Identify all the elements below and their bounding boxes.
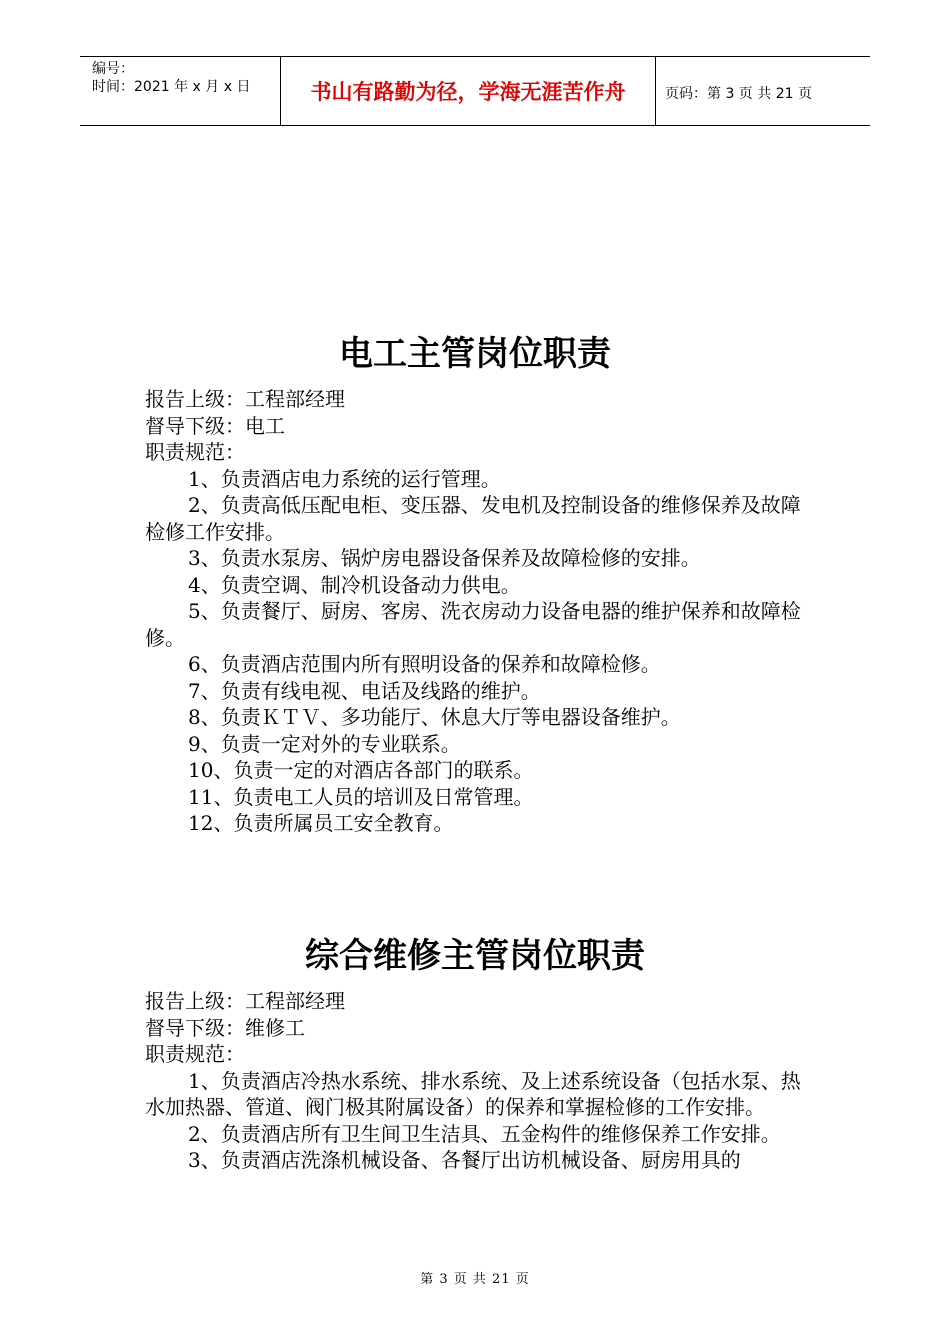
header-page-info: 页码：第 3 页 共 21 页	[665, 86, 812, 102]
section-body-maintenance	[145, 988, 807, 1174]
duty-item: 1、负责酒店冷热水系统、排水系统、及上述系统设备（包括水泵、热水加热器、管道、阀门极其附属设备）的保养和掌握检修的工作安排。	[145, 1068, 801, 1119]
page-footer: 第 3 页 共 21 页	[420, 1272, 530, 1287]
duty-item: 11、负责电工人员的培训及日常管理。	[188, 784, 534, 809]
time-label: 时间：2021 年 x 月 x 日	[92, 79, 251, 95]
header-right-cell	[655, 57, 870, 125]
spec-label: 职责规范：	[145, 1042, 245, 1066]
document-header	[80, 56, 870, 126]
motto-text: 书山有路勤为径，学海无涯苦作舟	[310, 80, 626, 104]
supervise-line: 督导下级：维修工	[145, 1015, 305, 1040]
header-left-cell	[80, 57, 280, 125]
duty-item: 1、负责酒店电力系统的运行管理。	[188, 466, 501, 491]
section-body-electrician	[145, 386, 807, 837]
duty-item: 5、负责餐厅、厨房、客房、洗衣房动力设备电器的维护保养和故障检修。	[145, 599, 801, 650]
duty-item: 4、负责空调、制冷机设备动力供电。	[188, 572, 521, 597]
header-motto-cell	[280, 57, 656, 125]
report-to-line: 报告上级：工程部经理	[145, 387, 345, 411]
duty-item: 8、负责ＫＴＶ、多功能厅、休息大厅等电器设备维护。	[188, 705, 681, 729]
report-to-line: 报告上级：工程部经理	[145, 989, 345, 1013]
duty-item: 12、负责所属员工安全教育。	[188, 811, 454, 835]
number-label: 编号：	[92, 61, 134, 77]
supervise-line: 督导下级：电工	[145, 413, 285, 438]
duty-item: 10、负责一定的对酒店各部门的联系。	[188, 758, 534, 782]
duty-item: 2、负责高低压配电柜、变压器、发电机及控制设备的维修保养及故障检修工作安排。	[145, 493, 801, 544]
spec-label: 职责规范：	[145, 440, 245, 464]
duty-item: 3、负责酒店洗涤机械设备、各餐厅出访机械设备、厨房用具的	[188, 1148, 741, 1172]
duty-item: 6、负责酒店范围内所有照明设备的保养和故障检修。	[188, 652, 661, 676]
duty-item: 3、负责水泵房、锅炉房电器设备保养及故障检修的安排。	[188, 546, 701, 570]
section-title-electrician: 电工主管岗位职责	[339, 334, 611, 374]
section-title-maintenance: 综合维修主管岗位职责	[305, 936, 645, 976]
duty-item: 7、负责有线电视、电话及线路的维护。	[188, 678, 541, 703]
duty-item: 9、负责一定对外的专业联系。	[188, 731, 461, 756]
duty-item: 2、负责酒店所有卫生间卫生洁具、五金构件的维修保养工作安排。	[188, 1121, 781, 1146]
